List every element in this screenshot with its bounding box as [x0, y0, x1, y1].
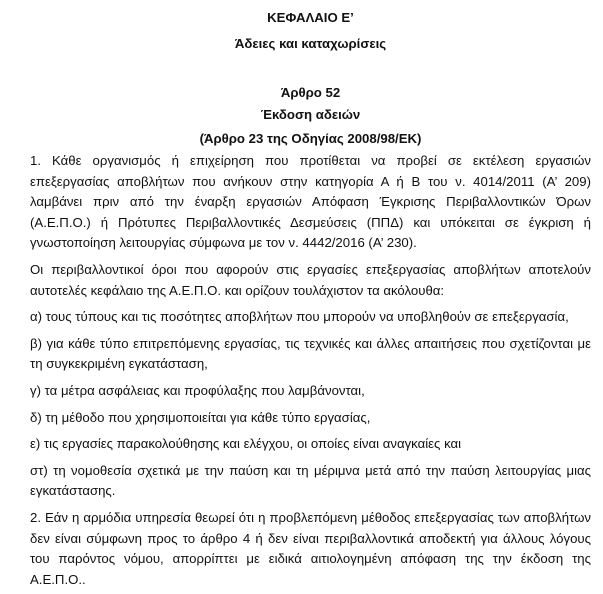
list-item-a: α) τους τύπους και τις ποσότητες αποβλήτων που μπορούν να υποβληθούν σε επεξεργασία,	[30, 309, 569, 325]
list-item-d: δ) τη μέθοδο που χρησιμοποιείται για κάθε τύπο εργασίας,	[30, 409, 371, 425]
article-reference: (Άρθρο 23 της Οδηγίας 2008/98/ΕΚ)	[199, 131, 422, 146]
paragraph-2: 2. Εάν η αρμόδια υπηρεσία θεωρεί ότι η προβλεπόμενη μέθοδος επεξεργασίας των αποβλήτων δεν είναι σύμφωνη προς το άρθρο 4 ή δεν είναι περιβαλλοντικά αποδεκτή για άλλους λόγους του παρόντος νόμου, απορρίπτει με ειδικά αιτιολογημένη απόφαση της την έκδοση της Α.Ε.Π.Ο..	[30, 509, 591, 587]
article-body	[30, 151, 591, 594]
article-number: Άρθρο 52	[280, 85, 341, 100]
article-title: Έκδοση αδειών	[260, 107, 361, 122]
list-item-b: β) για κάθε τύπο επιτρεπόμενης εργασίας, τις τεχνικές και άλλες απαιτήσεις που σχετίζονται με τη συγκεκριμένη εγκατάσταση,	[30, 335, 591, 372]
list-item-c: γ) τα μέτρα ασφάλειας και προφύλαξης που λαμβάνονται,	[30, 382, 365, 398]
list-item-st: στ) τη νομοθεσία σχετικά με την παύση και τη μέριμνα μετά από την παύση λειτουργίας μιας εγκατάστασης.	[30, 462, 591, 499]
chapter-title: Άδειες και καταχωρίσεις	[234, 36, 387, 51]
paragraph-environmental-terms: Οι περιβαλλοντικοί όροι που αφορούν στις εργασίες επεξεργασίας αποβλήτων αποτελούν αυτοτελές κεφάλαιο της Α.Ε.Π.Ο. και ορίζουν τουλάχιστον τα ακόλουθα:	[30, 261, 591, 298]
chapter-number: ΚΕΦΑΛΑΙΟ Ε’	[267, 10, 354, 25]
paragraph-1: 1. Κάθε οργανισμός ή επιχείρηση που προτίθεται να προβεί σε εκτέλεση εργασιών επεξεργασίας αποβλήτων που ανήκουν στην κατηγορία Α ή Β του ν. 4014/2011 (Α’ 209) λαμβάνει πριν από την έναρξη εργασιών Απόφαση Έγκρισης Περιβαλλοντικών Όρων (Α.Ε.Π.Ο.) ή Πρότυπες Περιβαλλοντικές Δεσμεύσεις (ΠΠΔ) και υπόκειται σε έγκριση ή γνωστοποίηση λειτουργίας σύμφωνα με τον ν. 4442/2016 (Α’ 230).	[30, 153, 591, 251]
list-item-e: ε) τις εργασίες παρακολούθησης και ελέγχου, οι οποίες είναι αναγκαίες και	[30, 436, 462, 452]
